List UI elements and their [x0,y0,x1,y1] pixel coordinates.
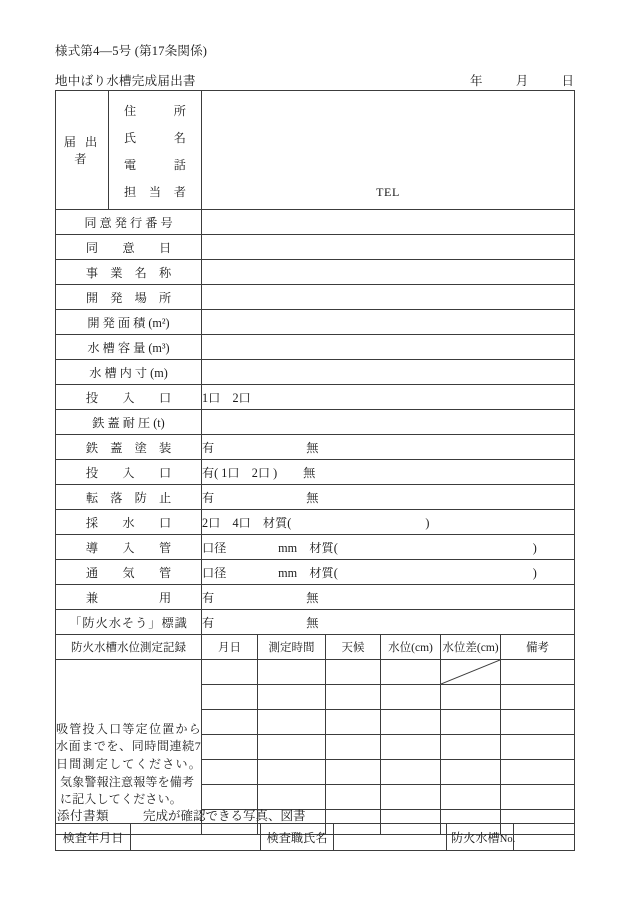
row-value-inlet-2[interactable] [202,460,575,485]
table-row [56,310,575,335]
applicant-input-area[interactable] [202,91,575,210]
measurement-cell[interactable] [202,710,258,735]
date-day-label: 日 [561,74,574,88]
measurement-col-level-diff: 水位差(cm) [441,635,501,660]
row-value-tank-capacity[interactable] [202,335,575,360]
measurement-col-time: 測定時間 [258,635,326,660]
measurement-cell[interactable] [326,760,381,785]
row-value-water-intake[interactable]: 2口 4口 材質( ) [202,510,575,535]
option-no[interactable]: 無 [306,490,319,505]
table-row [56,410,575,435]
phone-label: 電 話 [124,158,186,172]
measurement-title: 防火水槽水位測定記録 [56,635,202,660]
option-no[interactable]: 無 [303,465,316,480]
measurement-cell[interactable] [501,710,575,735]
measurement-cell[interactable] [258,760,326,785]
diagonal-strike-icon [441,660,500,684]
table-row [56,435,575,460]
row-label-development-area: 開 発 面 積 (m²) [56,310,202,335]
row-label-consent-date: 同 意 日 [56,235,202,260]
name-label: 氏 名 [124,131,186,145]
main-form-table [55,90,575,835]
measurement-cell[interactable] [381,785,441,810]
form-number: 様式第4―5号 (第17条関係) [55,44,208,58]
table-row [56,385,575,410]
measurement-col-remarks: 備考 [501,635,575,660]
row-value-lid-pressure[interactable] [202,410,575,435]
measurement-header-row [56,635,575,660]
inspection-table [55,823,575,851]
tank-number-label: 防火水槽No. [447,824,514,851]
measurement-cell[interactable] [441,710,501,735]
row-value-consent-number[interactable] [202,210,575,235]
row-label-shared-use: 兼 用 [56,585,202,610]
option-yes[interactable]: 有 [202,615,215,630]
row-label-consent-number: 同 意 発 行 番 号 [56,210,202,235]
inspector-name-value[interactable] [334,824,447,851]
row-label-inlet-1: 投 入 口 [56,385,202,410]
table-row [56,610,575,635]
measurement-note-2: 気象警報注意報等を備考に記入してください。 [60,774,195,806]
measurement-cell[interactable] [258,685,326,710]
measurement-cell[interactable] [381,685,441,710]
measurement-col-weather: 天候 [326,635,381,660]
measurement-note-1: 吸管投入口等定位置から水面までを、同時間連続7日間測定してください。 [56,722,201,771]
measurement-cell[interactable] [501,735,575,760]
row-value-development-site[interactable] [202,285,575,310]
measurement-cell[interactable] [202,685,258,710]
table-row [56,360,575,385]
measurement-cell[interactable] [258,710,326,735]
measurement-cell[interactable] [326,785,381,810]
table-row [56,535,575,560]
inspector-name-label: 検査職氏名 [261,824,334,851]
row-label-development-site: 開 発 場 所 [56,285,202,310]
date-line [470,71,574,89]
row-value-consent-date[interactable] [202,235,575,260]
applicant-row [56,91,575,210]
measurement-cell[interactable] [381,760,441,785]
date-year-label: 年 [470,74,483,88]
measurement-cell[interactable] [441,760,501,785]
measurement-cell[interactable] [381,660,441,685]
inspection-date-label: 検査年月日 [56,824,131,851]
table-row [56,235,575,260]
measurement-cell[interactable] [326,685,381,710]
row-label-inlet-pipe: 導 入 管 [56,535,202,560]
measurement-cell[interactable] [501,760,575,785]
row-value-lid-coating[interactable] [202,435,575,460]
measurement-cell[interactable] [202,660,258,685]
measurement-cell[interactable] [501,660,575,685]
measurement-cell[interactable] [326,735,381,760]
table-row [56,335,575,360]
option-yes[interactable]: 有 [202,590,215,605]
row-label-sign: 「防火水そう」標識 [56,610,202,635]
attachments-label: 添付書類 [57,809,110,823]
row-value-vent-pipe[interactable]: 口径 mm 材質( ) [202,560,575,585]
measurement-col-date: 月日 [202,635,258,660]
table-row [56,585,575,610]
option-no[interactable]: 無 [306,590,319,605]
row-label-tank-dimensions: 水 槽 内 寸 (m) [56,360,202,385]
measurement-cell[interactable] [501,685,575,710]
option-no[interactable]: 無 [306,615,319,630]
row-label-tank-capacity: 水 槽 容 量 (m³) [56,335,202,360]
measurement-cell[interactable] [258,735,326,760]
table-row [56,485,575,510]
date-month-label: 月 [515,74,529,88]
row-label-lid-pressure: 鉄 蓋 耐 圧 (t) [56,410,202,435]
row-label-vent-pipe: 通 気 管 [56,560,202,585]
measurement-cell[interactable] [326,660,381,685]
page-title: 地中ばり水槽完成届出書 [55,74,196,88]
contact-label: 担 当 者 [124,185,186,199]
tank-number-value[interactable] [514,824,575,851]
row-label-fall-prevention: 転 落 防 止 [56,485,202,510]
row-value-shared-use[interactable] [202,585,575,610]
inspection-date-value[interactable] [131,824,261,851]
measurement-cell[interactable] [441,685,501,710]
option-yes[interactable]: 有 [202,440,215,455]
row-value-fall-prevention[interactable] [202,485,575,510]
measurement-cell[interactable] [202,735,258,760]
row-value-development-area[interactable] [202,310,575,335]
row-value-inlet-1[interactable]: 1口 2口 [202,385,575,410]
table-row [56,460,575,485]
row-label-inlet-2: 投 入 口 [56,460,202,485]
tel-label: TEL [376,185,400,199]
table-row [56,260,575,285]
row-value-project-name[interactable] [202,260,575,285]
row-value-inlet-pipe[interactable]: 口径 mm 材質( ) [202,535,575,560]
measurement-cell[interactable] [441,735,501,760]
applicant-sublabels [109,91,202,210]
measurement-cell[interactable] [381,735,441,760]
table-row [56,285,575,310]
row-label-lid-coating: 鉄 蓋 塗 装 [56,435,202,460]
table-row [56,210,575,235]
measurement-cell[interactable] [258,660,326,685]
measurement-cell[interactable] [441,785,501,810]
row-value-tank-dimensions[interactable] [202,360,575,385]
option-yes[interactable]: 有( 1口 2口 ) [202,465,278,480]
address-label: 住 所 [124,104,186,118]
table-row [56,510,575,535]
measurement-cell[interactable] [326,710,381,735]
table-row [56,560,575,585]
measurement-cell[interactable] [501,785,575,810]
attachments-line [57,806,306,824]
row-label-water-intake: 採 水 口 [56,510,202,535]
row-label-project-name: 事 業 名 称 [56,260,202,285]
attachments-text: 完成が確認できる写真、図書 [143,809,306,823]
option-no[interactable]: 無 [306,440,319,455]
row-value-sign[interactable] [202,610,575,635]
measurement-cell-diagonal[interactable] [441,660,501,685]
inspection-row [56,824,575,851]
measurement-row [56,660,575,685]
option-yes[interactable]: 有 [202,490,215,505]
measurement-cell[interactable] [202,760,258,785]
measurement-cell[interactable] [381,710,441,735]
measurement-col-level: 水位(cm) [381,635,441,660]
applicant-group-label: 届 出 者 [56,91,109,210]
